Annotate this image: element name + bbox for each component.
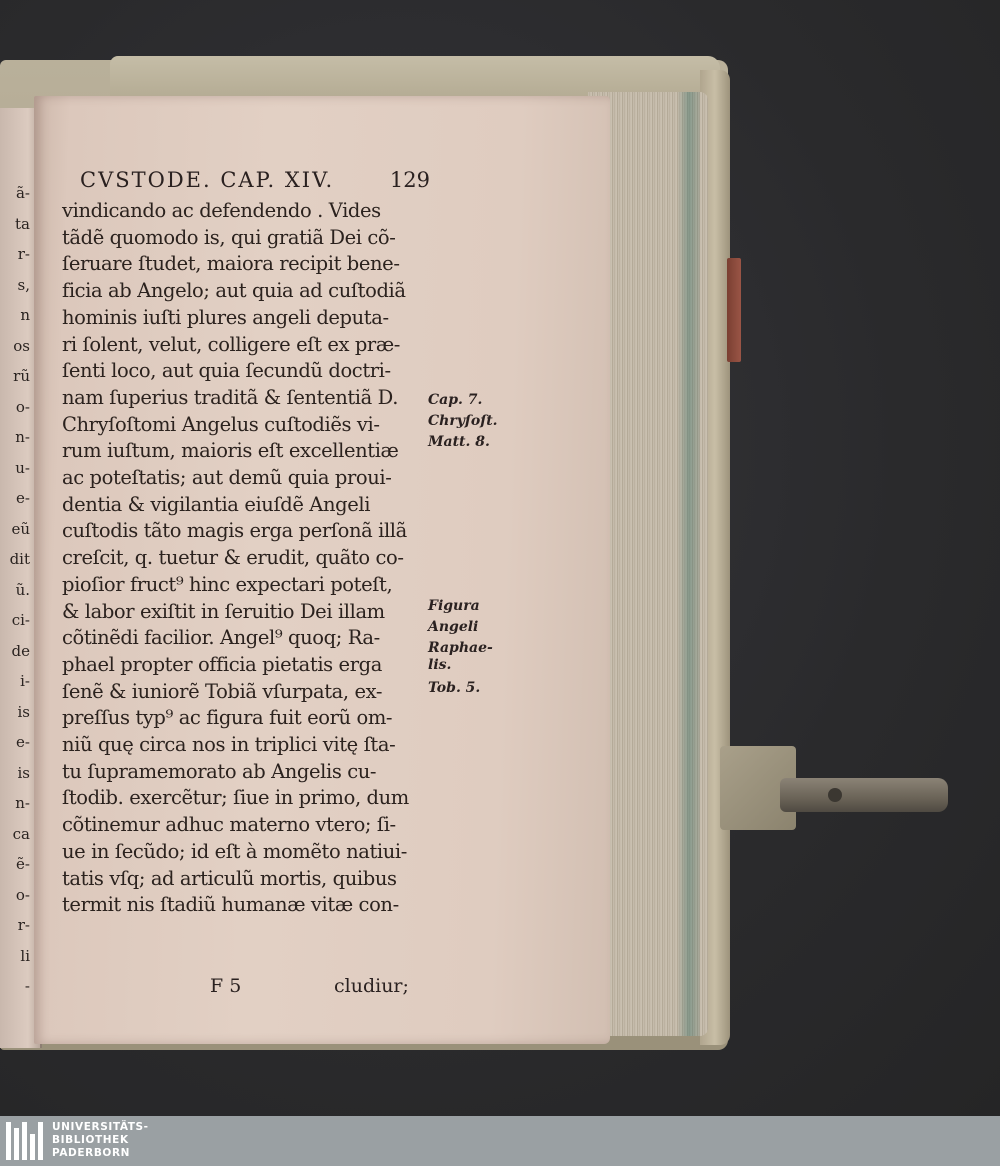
- text-line: ſeruare ſtudet, maiora recipit bene-: [62, 252, 400, 276]
- text-line: phael propter officia pietatis erga: [62, 652, 382, 676]
- left-page-text-fragment: e-: [16, 733, 30, 751]
- text-line: cõtinemur adhuc materno vtero; ſi-: [62, 813, 396, 837]
- left-page-text-fragment: de: [11, 641, 30, 660]
- left-page-text-fragment: n-: [15, 794, 30, 812]
- left-page-text-fragment: dit: [9, 550, 30, 568]
- text-line: ſtodib. exercẽtur; ſiue in primo, dum: [62, 786, 409, 810]
- text-line: ſenẽ & iuniorẽ Tobiã vſurpata, ex-: [62, 679, 383, 703]
- text-line: ac poteſtatis; aut demũ quia proui-: [62, 466, 392, 489]
- library-logo-text: [52, 1121, 149, 1160]
- left-page-text-fragment: o-: [15, 397, 30, 416]
- page-number: 129: [389, 168, 430, 192]
- text-line: rum iuſtum, maioris eſt excellentiæ: [62, 439, 399, 463]
- signature-mark: F 5: [210, 975, 242, 997]
- left-page-text-fragment: eũ: [11, 519, 30, 538]
- text-line: niũ quę circa nos in triplici vitę ſta-: [62, 733, 396, 756]
- clasp-rivet: [828, 788, 842, 802]
- marginal-note-chrysostom: [428, 392, 498, 451]
- left-page-text-fragment: i-: [20, 672, 30, 690]
- catchword: cludiur;: [334, 975, 409, 997]
- marginal-note-line: Figura: [428, 598, 480, 614]
- text-line: termit nis ſtadiũ humanæ vitæ con-: [62, 893, 399, 917]
- marginal-note-line: Raphae-: [428, 640, 493, 656]
- marginal-note-raphael: [428, 598, 493, 697]
- left-page-text-fragment: is: [17, 702, 30, 721]
- text-line: vindicando ac defendendo . Vides: [62, 199, 381, 222]
- text-line: creſcit, q. tuetur & erudit, quãto co-: [62, 546, 404, 570]
- text-line: ſenti loco, aut quia ſecundũ doctri-: [62, 359, 391, 383]
- left-page-text-fragment: ca: [12, 824, 30, 843]
- library-banner: [0, 1116, 1000, 1166]
- text-line: Chryſoſtomi Angelus cuſtodiẽs vi-: [62, 412, 380, 436]
- left-page-text-fragment: ta: [15, 214, 30, 233]
- marginal-note-line: Matt. 8.: [428, 434, 490, 450]
- left-page-text-fragment: is: [17, 763, 30, 782]
- text-line: pioſior fruct⁹ hinc expectari poteſt,: [62, 572, 393, 596]
- running-title: CVSTODE. CAP. XIV.: [80, 168, 335, 192]
- library-name-line-1: UNIVERSITÄTS-: [52, 1121, 149, 1133]
- text-line: dentia & vigilantia eiuſdẽ Angeli: [62, 492, 371, 516]
- library-name-line-3: PADERBORN: [52, 1147, 131, 1159]
- left-page-text-fragment: s,: [17, 275, 30, 294]
- left-page-text-fragment: n-: [15, 428, 30, 446]
- text-line: ue in ſecũdo; id eſt à momẽto natiui-: [62, 839, 407, 863]
- marginal-note-line: Angeli: [428, 619, 479, 635]
- text-line: tatis vſq; ad articulũ mortis, quibus: [62, 866, 397, 890]
- text-line: preſſus typ⁹ ac figura fuit eorũ om-: [62, 706, 393, 730]
- left-page-text-fragment: n: [20, 306, 30, 324]
- left-page-text-fragment: r-: [17, 916, 30, 934]
- left-page-text-fragment: o-: [15, 885, 30, 904]
- library-logo-icon: [6, 1122, 46, 1160]
- marginal-note-line: lis.: [428, 657, 452, 673]
- left-page-text-fragment: ũ.: [15, 580, 30, 599]
- text-line: cõtinẽdi facilior. Angel⁹ quoq; Ra-: [62, 626, 380, 650]
- text-line: tãdẽ quomodo is, qui gratiã Dei cõ-: [62, 225, 396, 249]
- leather-clasp-tab: [727, 258, 741, 362]
- marginal-note-line: Cap. 7.: [428, 392, 483, 408]
- left-page-text-fragment: li: [20, 946, 30, 965]
- left-page-text-fragment: ẽ-: [16, 855, 30, 873]
- left-page-text-fragment: os: [13, 336, 30, 355]
- left-page-text-fragment: u-: [15, 458, 30, 477]
- library-name-line-2: BIBLIOTHEK: [52, 1134, 129, 1146]
- metal-clasp: [720, 746, 948, 830]
- left-page-text-fragment: ci-: [11, 611, 30, 629]
- text-line: hominis iuſti plures angeli deputa-: [62, 305, 389, 329]
- clasp-bar: [780, 778, 948, 812]
- marginal-note-line: Tob. 5.: [428, 680, 481, 696]
- text-line: tu ſupramemorato ab Angelis cu-: [62, 759, 377, 783]
- left-page-text-fragment: r-: [17, 245, 30, 263]
- text-line: nam ſuperius traditã & ſententiã D.: [62, 385, 399, 409]
- text-line: ri ſolent, velut, colligere eſt ex præ-: [62, 332, 400, 356]
- left-page-text-fragment: -: [24, 977, 30, 995]
- left-page-text-fragment: rũ: [13, 367, 30, 385]
- left-page-text-fragment: ã-: [15, 184, 30, 202]
- text-line: ficia ab Angelo; aut quia ad cuſtodiã: [62, 279, 406, 303]
- running-header: [80, 168, 430, 198]
- text-line: cuſtodis tãto magis erga perſonã illã: [62, 519, 407, 543]
- marginal-note-line: Chryſoſt.: [428, 413, 498, 429]
- text-line: & labor exiſtit in ſeruitio Dei illam: [62, 599, 385, 623]
- left-page-text-fragment: e-: [16, 489, 30, 507]
